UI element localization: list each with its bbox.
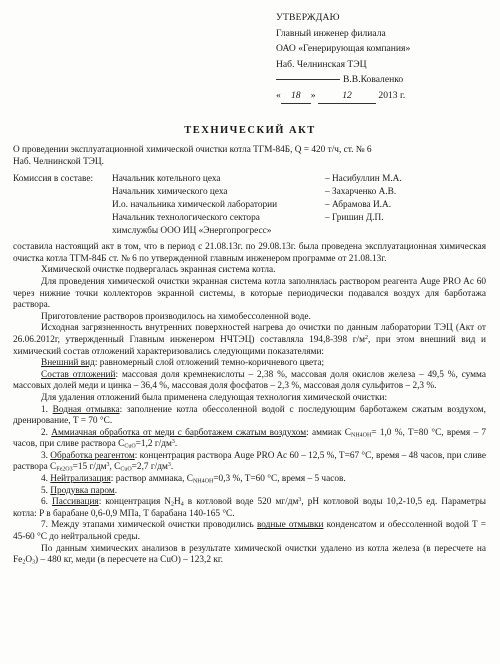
paragraph-technology-intro: Для удаления отложений была применена следующая технология химической очистки: — [41, 392, 388, 403]
approval-date-month: 12 — [318, 88, 376, 105]
approval-position-line1: Главный инженер филиала — [276, 27, 386, 39]
commission-list — [13, 174, 486, 242]
commission-role: химслужбы ООО ИЦ «Энергопрогресс» — [112, 226, 272, 237]
commission-role: И.о. начальника химической лаборатории — [112, 200, 278, 211]
paragraph-deposit-composition: Состав отложений: массовая доля кремнекислоты – 2,38 %, массовая доля окислов железа – 49,5 %, сумма массовых долей меди и цинка – 36,4 %, массовая доля фосфатов – 2,3 %, массовая доля сульфитов – 2,3 %. — [13, 369, 486, 392]
paragraph-results: По данным химических анализов в результате химической очистки удалено из котла железа (в пересчете на $Fe_2O_3) - 480$ кг, меди (в пересчете на CuO) – 123,2 кг. — [13, 543, 486, 566]
document-title: ТЕХНИЧЕСКИЙ АКТ — [184, 125, 316, 136]
step-neutralization: 4. Нейтрализация: раствор аммиака, $C_{NH4OH}=0,3$ %, T=60 °C, время – 5 часов. — [41, 474, 346, 485]
approval-date: « 18 » 12 2013 г. — [276, 88, 491, 105]
step-ammonia-treatment: 2. Аммиачная обработка от меди с барботажем сжатым воздухом: аммиак $C_{NH4OH}= 1,0$ %, T=80 °C, время – 7 часов, при сливе раствора $C_{CuO}=1,2$ $г/дм^3$. — [13, 427, 487, 450]
subject-line2: Наб. Челнинской ТЭЦ. — [13, 156, 104, 167]
commission-role: Начальник химического цеха — [112, 187, 228, 198]
approval-date-day: 18 — [281, 88, 311, 105]
paragraph-appearance: Внешний вид: равномерный слой отложений темно-коричневого цвета; — [41, 358, 325, 369]
approval-heading: УТВЕРЖДАЮ — [276, 12, 340, 23]
step-passivation: 6. Пассивация: концентрация $N_2H_4$ в котловой воде 520 $мг/дм^3$, pH котловой воды 10,2-10,5 ед. Параметры котла: P в барабане 0,6-0,9 МПа, T барабана 140-165 °C. — [13, 497, 487, 519]
step-reagent-treatment: 3. Обработка реагентом: концентрация раствора Auge PRO Ac 60 – 12,5 %, T=67 °C, время – 48 часов, при сливе раствора $C_{Fe2O3}=15$ $г/дм^3$, $C_{CuO}=2,7$ $г/дм^3$. — [13, 450, 486, 473]
subject-line1: О проведении эксплуатационной химической очистки котла ТГМ-84Б, Q = 420 т/ч, ст. № 6 — [13, 145, 372, 155]
approval-date-year: 2013 г. — [378, 89, 406, 101]
paragraph-screen-system: Химической очистке подвергалась экранная система котла. — [41, 265, 276, 276]
paragraph-preparation: Приготовление растворов производилось на химобессоленной воде. — [41, 311, 311, 322]
commission-role: Начальник котельного цеха — [112, 174, 221, 185]
step-water-flush: 1. Водная отмывка: заполнение котла обессоленной водой с последующим барботажем сжатым воздухом, дренирование, T = 70 °C. — [13, 404, 487, 427]
approval-signer: В.В.Коваленко — [343, 74, 404, 85]
commission-role: Начальник технологического сектора — [112, 213, 260, 224]
paragraph-act-summary: составила настоящий акт в том, что в период с 21.08.13г. по 29.08.13г. была проведена эксплуатационная химическая очистка котла ТГМ-84Б ст. № 6 по утвержденной главным инженером программе от 21.08.13г. — [13, 242, 486, 264]
commission-member-name: – Насибуллин М.А. — [325, 174, 402, 185]
step-intermediate-flushes: 7. Между этапами химической очистки проводились водные отмывки конденсатом и обессоленной водой T = 45-60 °C до нейтральной среды. — [13, 520, 486, 543]
paragraph-filling: Для проведения химической очистки экранная система котла заполнялась раствором реагента Auge PRO Ac 60 через нижние точки коллекторов экранной системы, в которые периодически подавался воздух для барботажа раствора. — [13, 276, 486, 311]
approval-signature-line — [276, 72, 491, 88]
document-body — [13, 145, 486, 567]
approval-block — [276, 10, 491, 104]
commission-member-name: – Захарченко А.В. — [325, 187, 397, 198]
paragraph-contamination: Исходная загрязненность внутренних поверхностей нагрева до очистки по данным лаборатории ТЭЦ (Акт от 26.06.2012г, утвержденный Главным инженером НЧТЭЦ) составляла 194,8-398 $г/м^2$, при этом внешний вид и химический состав отложений характеризовались следующими показателями: — [13, 323, 487, 357]
commission-member-name: – Гришин Д.П. — [325, 213, 384, 224]
approval-position-line3: Наб. Челнинская ТЭЦ — [276, 58, 367, 70]
step-steam-blowdown: 5. Продувка паром. — [41, 485, 118, 496]
signature-underline — [276, 79, 340, 80]
approval-position-line2: ОАО «Генерирующая компания» — [276, 43, 411, 54]
commission-member-name: – Абрамова И.А. — [325, 200, 392, 211]
commission-label: Комиссия в составе: — [13, 174, 94, 185]
